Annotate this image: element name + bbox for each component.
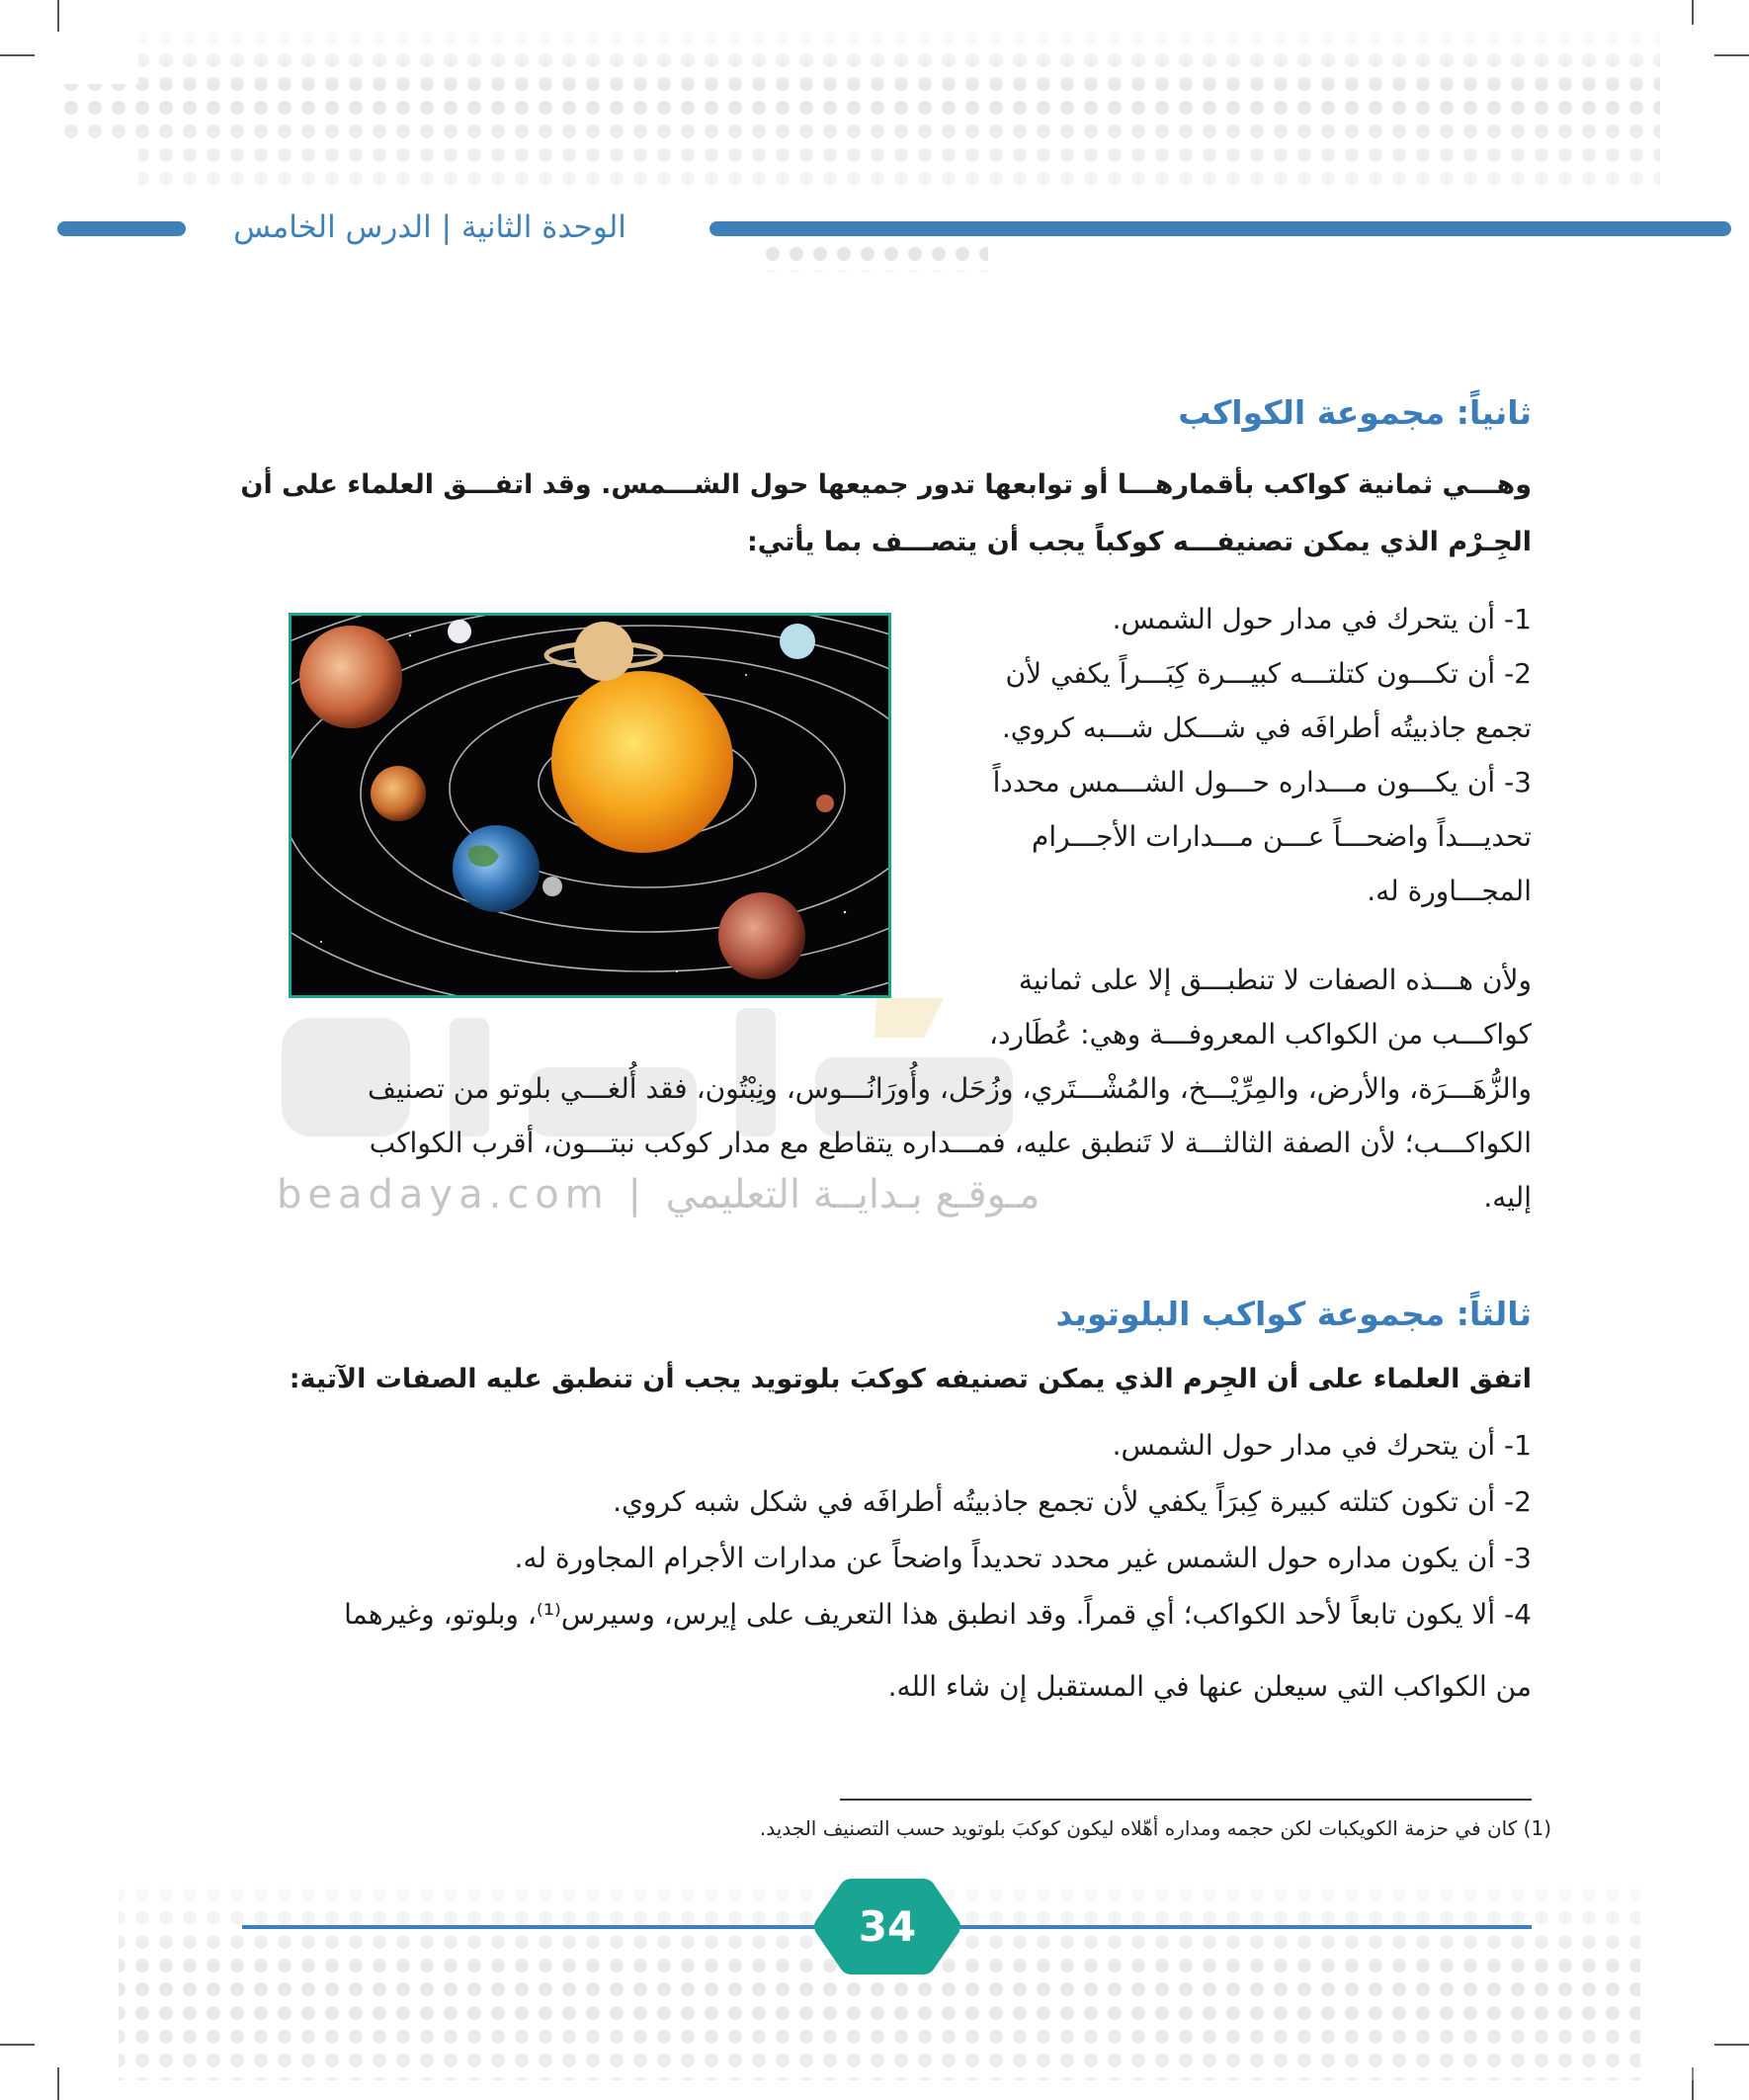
criteria-line: 1- أن يتحرك في مدار حول الشمس. <box>1112 603 1532 635</box>
crop-mark <box>0 2044 35 2046</box>
criteria-line: 3- أن يكـــون مـــداره حـــول الشـــمس محدداً <box>992 766 1532 798</box>
intro-line: الجِـرْم الذي يمكن تصنيفـــه كوكباً يجب أن يتصـــف بما يأتي: <box>747 527 1532 557</box>
intro-line: وهـــي ثمانية كواكب بأقمارهـــا أو توابعها تدور جميعها حول الشـــمس. وقد اتفـــق العلماء على أن <box>240 469 1532 500</box>
crop-mark <box>1714 2044 1749 2046</box>
paragraph-line: كواكـــب من الكواكب المعروفـــة وهي: عُطَارد، <box>989 1018 1532 1050</box>
plutoid-criteria-line: 1- أن يتحرك في مدار حول الشمس. <box>1112 1429 1532 1462</box>
crop-mark <box>0 54 35 56</box>
criteria-line: تجمع جاذبيتُه أطرافَه في شـــكل شـــبه كروي. <box>1001 712 1532 744</box>
page-number: 34 <box>858 1902 917 1951</box>
section-heading-planets: ثانياً: مجموعة الكواكب <box>1178 393 1532 432</box>
solar-system-image <box>289 613 891 998</box>
footer-line-right <box>954 1925 1532 1929</box>
footnote-rule <box>840 1799 1532 1801</box>
plutoid-criteria-line: 2- أن تكون كتلته كبيرة كِبرَاً يكفي لأن تجمع جاذبيتُه أطرافَه في شكل شبه كروي. <box>613 1485 1532 1518</box>
section-heading-plutoids: ثالثاً: مجموعة كواكب البلوتويد <box>1055 1295 1532 1333</box>
header-dot-pattern <box>59 25 1700 222</box>
crop-mark <box>1714 54 1749 56</box>
plutoid-criteria-line: من الكواكب التي سيعلن عنها في المستقبل إن شاء الله. <box>887 1670 1532 1703</box>
paragraph-line: الكواكـــب؛ لأن الصفة الثالثـــة لا تَنطبق عليه، فمـــداره يتقاطع مع مدار كوكب نبتـــون، أقرب الكواكب <box>369 1127 1532 1159</box>
unit-lesson-title: الوحدة الثانية | الدرس الخامس <box>233 210 626 245</box>
footnote: (1) كان في حزمة الكويكبات لكن حجمه ومداره أهّلاه ليكون كوكبَ بلوتويد حسب التصنيف الجديد. <box>759 1816 1551 1840</box>
paragraph-line: والزُّهَـــرَة، والأرض، والمِرِّيْـــخ، والمُشْـــتَري، وزُحَل، وأُورَانُـــوس، ونِبْتُون، فقد أُلغـــي بلوتو من تصنيف <box>368 1072 1532 1105</box>
header-bar-right <box>709 221 1731 236</box>
paragraph-line: إليه. <box>1483 1181 1532 1214</box>
plutoid-criteria-line: 3- أن يكون مداره حول الشمس غير محدد تحديداً واضحاً عن مدارات الأجرام المجاورة له. <box>514 1542 1532 1574</box>
watermark-text: beadaya.com | مـوقـع بـدايــة التعليمي <box>277 1172 1041 1218</box>
plutoid-intro: اتفق العلماء على أن الجِرم الذي يمكن تصنيفه كوكبَ بلوتويد يجب أن تنطبق عليه الصفات الآتية: <box>289 1364 1532 1394</box>
header-bar-left <box>57 221 186 236</box>
header-dot-pattern-small <box>761 242 988 272</box>
criteria-line: 2- أن تكـــون كتلتـــه كبيـــرة كِبَـــراً يكفي لأن <box>1005 657 1532 690</box>
criteria-line: المجـــاورة له. <box>1367 875 1532 907</box>
criteria-line: تحديـــداً واضحـــاً عـــن مـــدارات الأجـــرام <box>1032 820 1532 853</box>
plutoid-criteria-line: 4- ألا يكون تابعاً لأحد الكواكب؛ أي قمراً. وقد انطبق هذا التعريف على إيرس، وسيرس⁽¹⁾، وبلوتو، وغيرهما <box>344 1598 1532 1631</box>
footer-line-left <box>242 1925 820 1929</box>
paragraph-line: ولأن هـــذه الصفات لا تنطبـــق إلا على ثمانية <box>1018 964 1532 996</box>
